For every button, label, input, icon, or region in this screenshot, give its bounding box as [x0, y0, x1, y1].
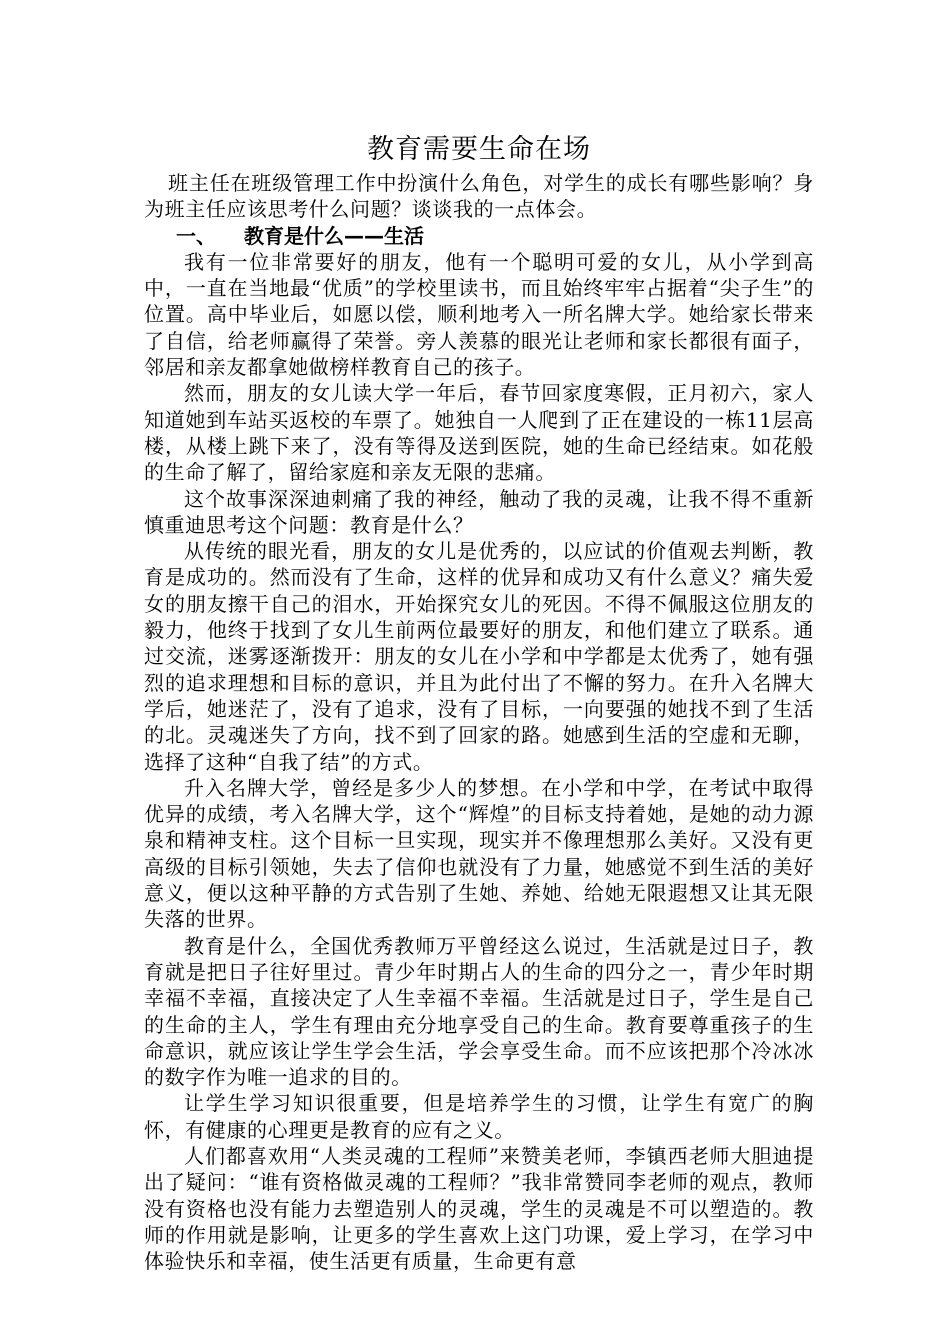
body-paragraph: 让学生学习知识很重要，但是培养学生的习惯，让学生有宽广的胸怀，有健康的心理更是教育的应有之义。	[144, 1091, 814, 1142]
body-paragraph: 人们都喜欢用“人类灵魂的工程师”来赞美老师，李镇西老师大胆迪提出了疑问：“谁有资格做灵魂的工程师？”我非常赞同李老师的观点，教师没有资格也没有能力去塑造别人的灵魂，学生的灵魂是不可以塑造的。教师的作用就是影响，让更多的学生喜欢上这门功课，爱上学习，在学习中体验快乐和幸福，使生活更有质量，生命更有意	[144, 1143, 814, 1274]
intro-paragraph: 班主任在班级管理工作中扮演什么角色，对学生的成长有哪些影响？身为班主任应该思考什么问题？谈谈我的一点体会。	[144, 171, 814, 222]
body-paragraph: 从传统的眼光看，朋友的女儿是优秀的，以应试的价值观去判断，教育是成功的。然而没有了生命，这样的优异和成功又有什么意义？痛失爱女的朋友擦干自己的泪水，开始探究女儿的死因。不得不佩服这位朋友的毅力，他终于找到了女儿生前两位最要好的朋友，和他们建立了联系。通过交流，迷雾逐渐拨开：朋友的女儿在小学和中学都是太优秀了，她有强烈的追求理想和目标的意识，并且为此付出了不懈的努力。在升入名牌大学后，她迷茫了，没有了追求，没有了目标，一向要强的她找不到了生活的北。灵魂迷失了方向，找不到了回家的路。她感到生活的空虚和无聊，选择了这种“自我了结”的方式。	[144, 539, 814, 774]
body-paragraph: 教育是什么，全国优秀教师万平曾经这么说过，生活就是过日子，教育就是把日子往好里过。青少年时期占人的生命的四分之一，青少年时期幸福不幸福，直接决定了人生幸福不幸福。生活就是过日子，学生是自己的生命的主人，学生有理由充分地享受自己的生命。教育要尊重孩子的生命意识，就应该让学生学会生活，学会享受生命。而不应该把那个冷冰冰的数字作为唯一追求的目的。	[144, 933, 814, 1090]
body-paragraph: 然而，朋友的女儿读大学一年后，春节回家度寒假，正月初六，家人知道她到车站买返校的车票了。她独自一人爬到了正在建设的一栋11层高楼，从楼上跳下来了，没有等得及送到医院，她的生命已经结束。如花般的生命了解了，留给家庭和亲友无限的悲痛。	[144, 381, 814, 485]
section-heading-text: 教育是什么——生活	[244, 223, 424, 248]
section-number: 一、	[176, 223, 216, 248]
body-paragraph: 升入名牌大学，曾经是多少人的梦想。在小学和中学，在考试中取得优异的成绩，考入名牌大学，这个“辉煌”的目标支持着她，是她的动力源泉和精神支柱。这个目标一旦实现，现实并不像理想那么美好。又没有更高级的目标引领她，失去了信仰也就没有了力量，她感觉不到生活的美好意义，便以这种平静的方式告别了生她、养她、给她无限遐想又让其无限失落的世界。	[144, 775, 814, 932]
document-body	[144, 130, 814, 1274]
document-title: 教育需要生命在场	[367, 134, 591, 165]
section-heading	[144, 223, 814, 249]
body-paragraph: 我有一位非常要好的朋友，他有一个聪明可爱的女儿，从小学到高中，一直在当地最“优质”的学校里读书，而且始终牢牢占据着“尖子生”的位置。高中毕业后，如愿以偿，顺利地考入一所名牌大学。她给家长带来了自信，给老师赢得了荣誉。旁人羡慕的眼光让老师和家长都很有面子，邻居和亲友都拿她做榜样教育自己的孩子。	[144, 249, 814, 380]
body-paragraph: 这个故事深深迪刺痛了我的神经，触动了我的灵魂，让我不得不重新慎重迪思考这个问题：教育是什么？	[144, 486, 814, 537]
